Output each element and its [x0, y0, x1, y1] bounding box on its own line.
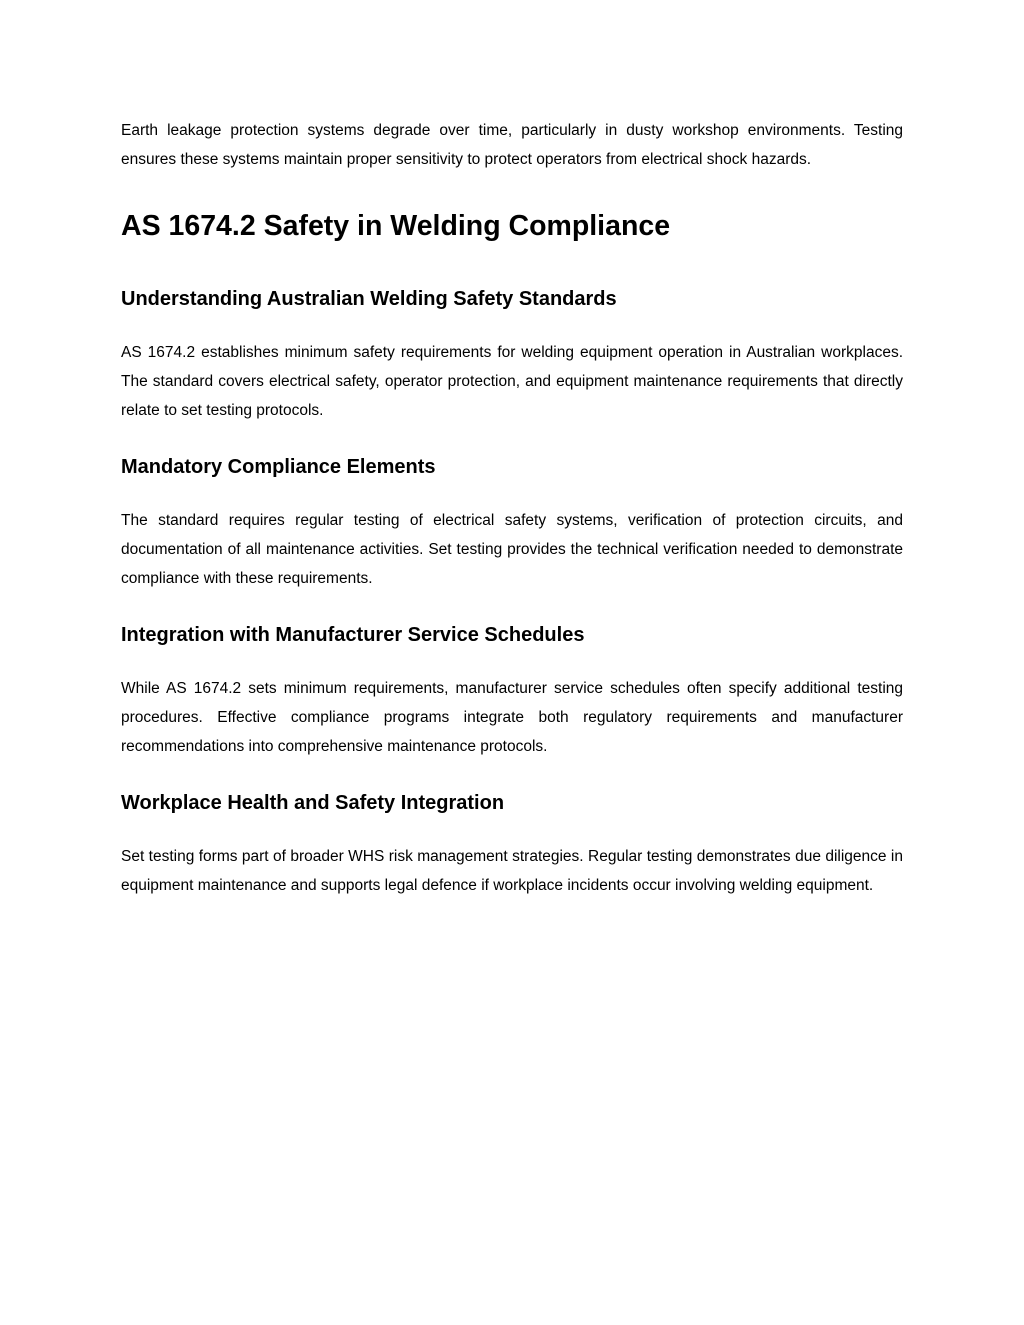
subsection-heading-mandatory: Mandatory Compliance Elements — [121, 456, 436, 478]
subsection-heading-manufacturer: Integration with Manufacturer Service Schedules — [121, 624, 585, 646]
subsection-paragraph-standards: AS 1674.2 establishes minimum safety requirements for welding equipment operation in Australian workplaces. The standard covers electrical safety, operator protection, and equipment maintenance requirements that directly relate to set testing protocols. — [121, 344, 903, 419]
subsection-heading-standards: Understanding Australian Welding Safety Standards — [121, 288, 617, 310]
section-title: AS 1674.2 Safety in Welding Compliance — [121, 210, 671, 242]
document-page — [121, 116, 903, 900]
subsection-paragraph-mandatory: The standard requires regular testing of electrical safety systems, verification of protection circuits, and documentation of all maintenance activities. Set testing provides the technical verification needed to demonstrate compliance with these requirements. — [121, 512, 903, 587]
subsection-paragraph-manufacturer: While AS 1674.2 sets minimum requirements, manufacturer service schedules often specify additional testing procedures. Effective compliance programs integrate both regulatory requirements and manufacturer recommendations into comprehensive maintenance protocols. — [121, 680, 903, 755]
subsection-heading-whs: Workplace Health and Safety Integration — [121, 792, 505, 814]
intro-paragraph: Earth leakage protection systems degrade over time, particularly in dusty workshop environments. Testing ensures these systems maintain proper sensitivity to protect operators from electrical shock hazards. — [121, 122, 903, 168]
subsection-paragraph-whs: Set testing forms part of broader WHS risk management strategies. Regular testing demonstrates due diligence in equipment maintenance and supports legal defence if workplace incidents occur involving welding equipment. — [121, 848, 903, 894]
